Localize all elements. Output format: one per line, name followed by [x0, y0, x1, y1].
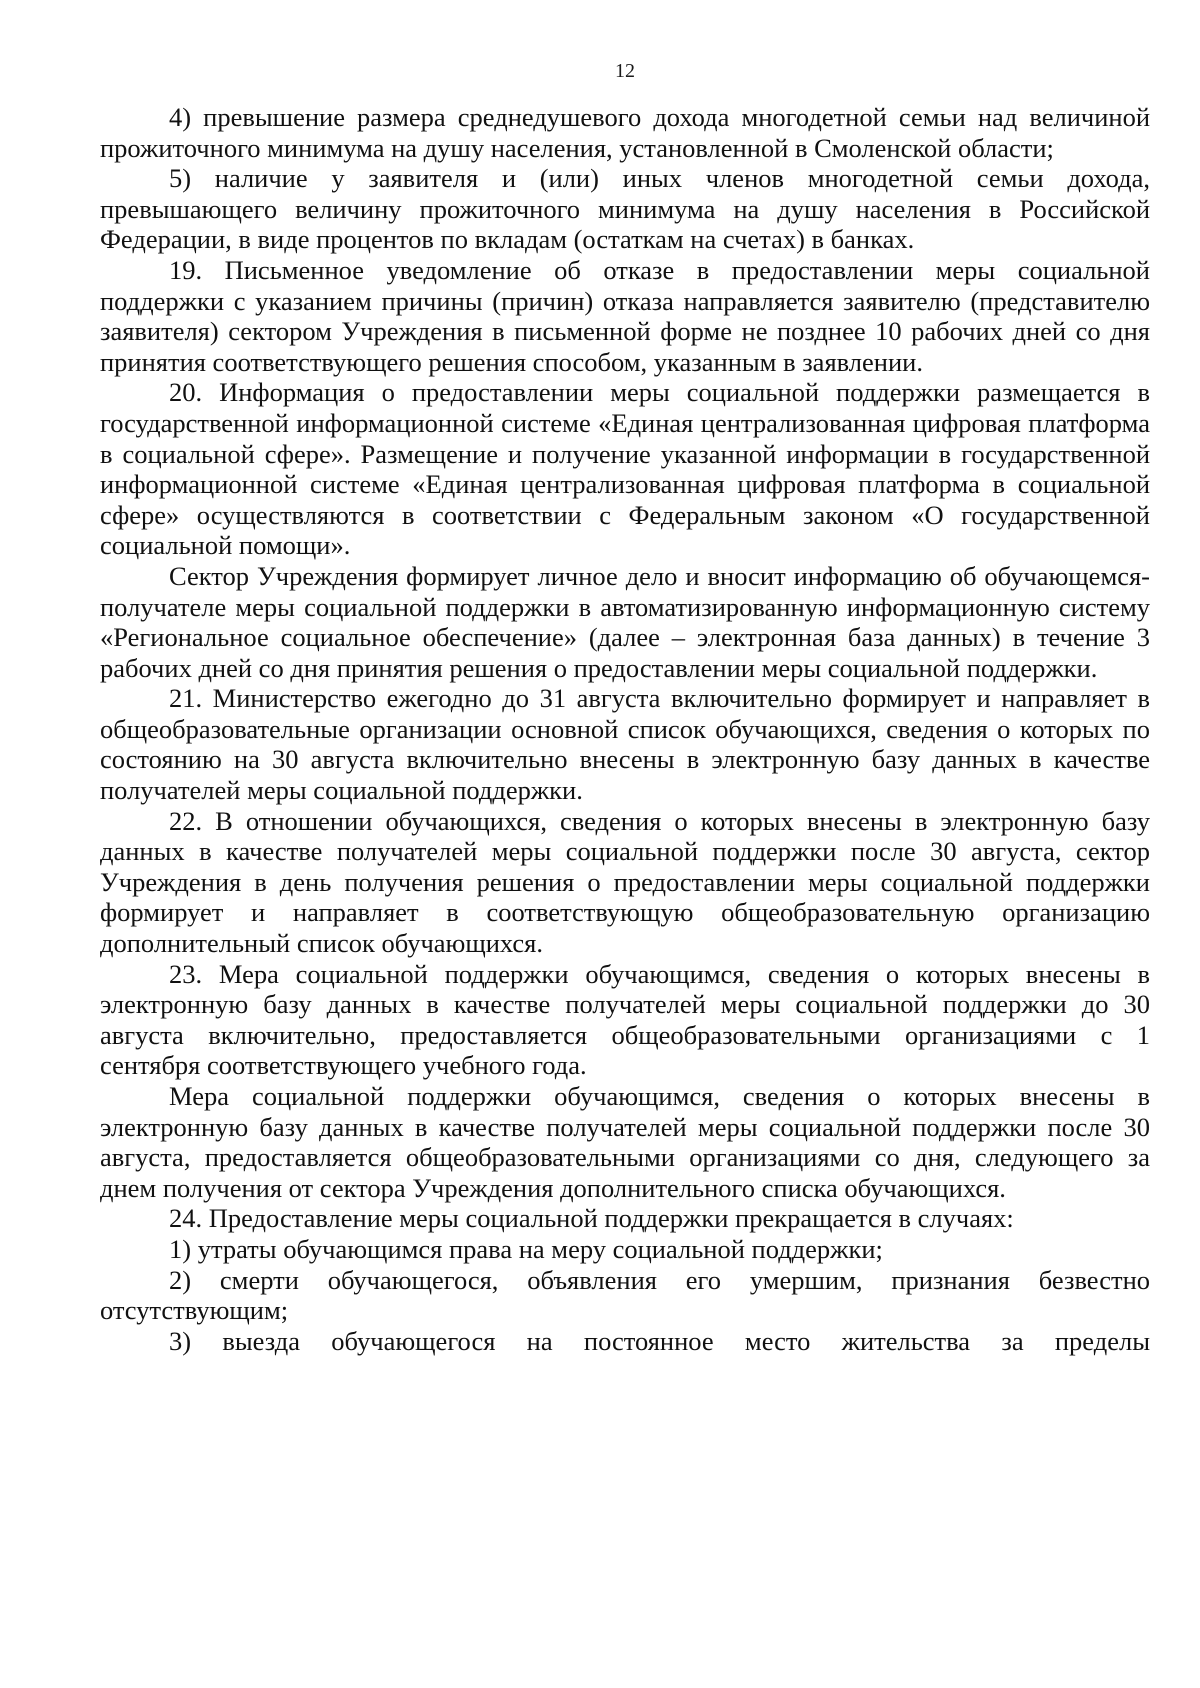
paragraph-21-main-list: 21. Министерство ежегодно до 31 августа включительно формирует и направляет в общеобразовательные организации основной список обучающихся, сведения о которых по состоянию на 30 августа включительно внесены в электронную базу данных в качестве получателей меры социальной поддержки. — [100, 683, 1150, 806]
paragraph-23-support-from-september: 23. Мера социальной поддержки обучающимся, сведения о которых внесены в электронную базу данных в качестве получателей меры социальной поддержки до 30 августа включительно, предоставляется общеобразовательными организациями с 1 сентября соответствующего учебного года. — [100, 958, 1150, 1081]
page-number: 12 — [615, 60, 635, 82]
document-body — [100, 102, 1150, 1356]
paragraph-24-termination: 24. Предоставление меры социальной поддержки прекращается в случаях: — [169, 1203, 1014, 1234]
paragraph-4-income-excess: 4) превышение размера среднедушевого дохода многодетной семьи над величиной прожиточного минимума на душу населения, установленной в Смоленской области; — [100, 102, 1150, 163]
paragraph-20-information-placement: 20. Информация о предоставлении меры социальной поддержки размещается в государственной информационной системе «Единая централизованная цифровая платформа в социальной сфере». Размещение и получение указанной информации в государственной информационной системе «Единая централизованная цифровая платформа в социальной сфере» осуществляются в соответствии с Федеральным законом «О государственной социальной помощи». — [100, 377, 1150, 561]
paragraph-19-refusal-notice: 19. Письменное уведомление об отказе в предоставлении меры социальной поддержки с указанием причины (причин) отказа направляется заявителю (представителю заявителя) сектором Учреждения в письменной форме не позднее 10 рабочих дней со дня принятия соответствующего решения способом, указанным в заявлении. — [100, 254, 1150, 377]
paragraph-22-additional-list: 22. В отношении обучающихся, сведения о которых внесены в электронную базу данных в качестве получателей меры социальной поддержки после 30 августа, сектор Учреждения в день получения решения о предоставлении меры социальной поддержки формирует и направляет в соответствующую общеобразовательную организацию дополнительный список обучающихся. — [100, 805, 1150, 959]
paragraph-termination-case-3: 3) выезда обучающегося на постоянное место жительства за пределы — [169, 1325, 1150, 1356]
paragraph-5-deposit-income: 5) наличие у заявителя и (или) иных членов многодетной семьи дохода, превышающего величину прожиточного минимума на душу населения в Российской Федерации, в виде процентов по вкладам (остаткам на счетах) в банках. — [100, 163, 1150, 255]
paragraph-termination-case-1: 1) утраты обучающимся права на меру социальной поддержки; — [169, 1233, 883, 1264]
paragraph-personal-file: Сектор Учреждения формирует личное дело и вносит информацию об обучающемся-получателе меры социальной поддержки в автоматизированную информационную систему «Региональное социальное обеспечение» (далее – электронная база данных) в течение 3 рабочих дней со дня принятия решения о предоставлении меры социальной поддержки. — [100, 560, 1150, 683]
paragraph-support-after-august: Мера социальной поддержки обучающимся, сведения о которых внесены в электронную базу данных в качестве получателей меры социальной поддержки после 30 августа, предоставляется общеобразовательными организациями со дня, следующего за днем получения от сектора Учреждения дополнительного списка обучающихся. — [100, 1081, 1150, 1203]
paragraph-termination-case-2: 2) смерти обучающегося, объявления его умершим, признания безвестно отсутствующим; — [100, 1264, 1150, 1326]
